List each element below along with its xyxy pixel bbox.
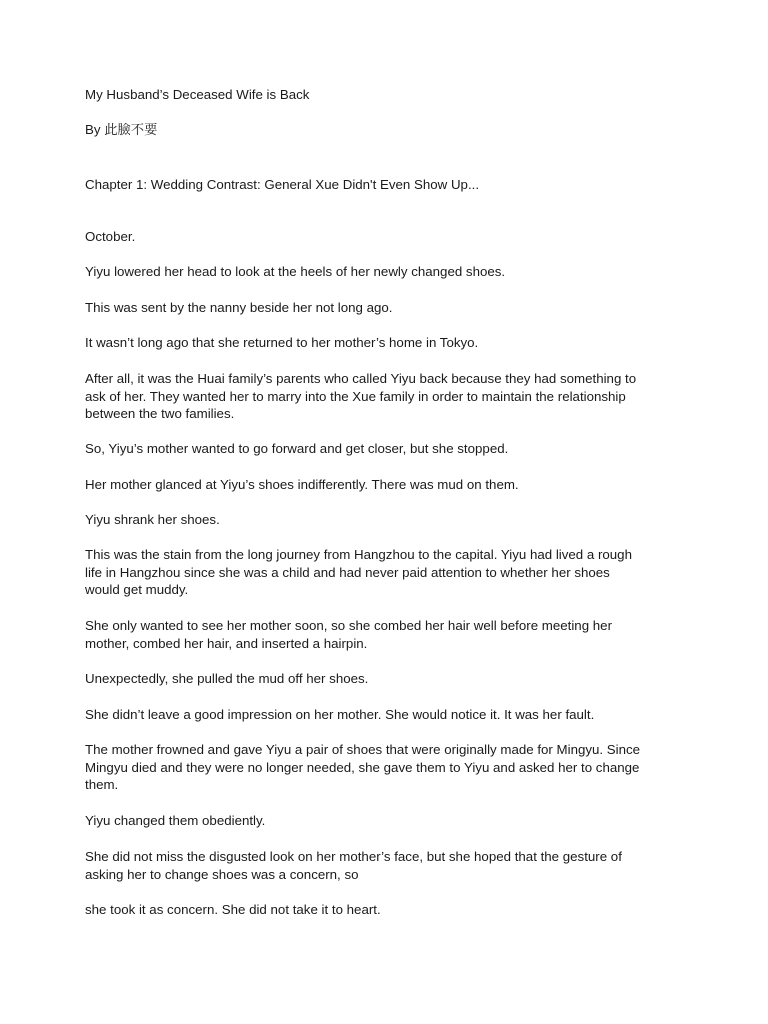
chapter-title: Chapter 1: Wedding Contrast: General Xue Didn't Even Show Up... <box>85 177 480 192</box>
paragraph: she took it as concern. She did not take it to heart. <box>85 902 381 917</box>
paragraph: Unexpectedly, she pulled the mud off her shoes. <box>85 671 369 686</box>
paragraph: Yiyu shrank her shoes. <box>85 512 220 527</box>
paragraph: This was sent by the nanny beside her not long ago. <box>85 300 393 315</box>
paragraph: Yiyu lowered her head to look at the heels of her newly changed shoes. <box>85 264 506 279</box>
paragraph: So, Yiyu’s mother wanted to go forward and get closer, but she stopped. <box>85 441 509 456</box>
paragraph: The mother frowned and gave Yiyu a pair of shoes that were originally made for Mingyu. Since Mingyu died and they were no longer needed, she gave them to Yiyu and asked her to change them. <box>85 742 644 792</box>
paragraph: Her mother glanced at Yiyu’s shoes indifferently. There was mud on them. <box>85 477 519 492</box>
paragraph: Yiyu changed them obediently. <box>85 813 266 828</box>
paragraph: She didn’t leave a good impression on her mother. She would notice it. It was her fault. <box>85 707 595 722</box>
paragraph: This was the stain from the long journey from Hangzhou to the capital. Yiyu had lived a rough life in Hangzhou since she was a child and had never paid attention to whether her shoes would get muddy. <box>85 547 636 597</box>
paragraph: She did not miss the disgusted look on her mother’s face, but she hoped that the gesture of asking her to change shoes was a concern, so <box>85 849 626 882</box>
paragraph: October. <box>85 229 136 244</box>
document-title: My Husband’s Deceased Wife is Back <box>85 87 310 102</box>
paragraph: After all, it was the Huai family’s parents who called Yiyu back because they had something to ask of her. They wanted her to marry into the Xue family in order to maintain the relationship between the two families. <box>85 371 640 421</box>
paragraph: She only wanted to see her mother soon, so she combed her hair well before meeting her mother, combed her hair, and inserted a hairpin. <box>85 618 616 651</box>
author-line: By 此臉不要 <box>85 122 158 137</box>
paragraph: It wasn’t long ago that she returned to her mother’s home in Tokyo. <box>85 335 479 350</box>
